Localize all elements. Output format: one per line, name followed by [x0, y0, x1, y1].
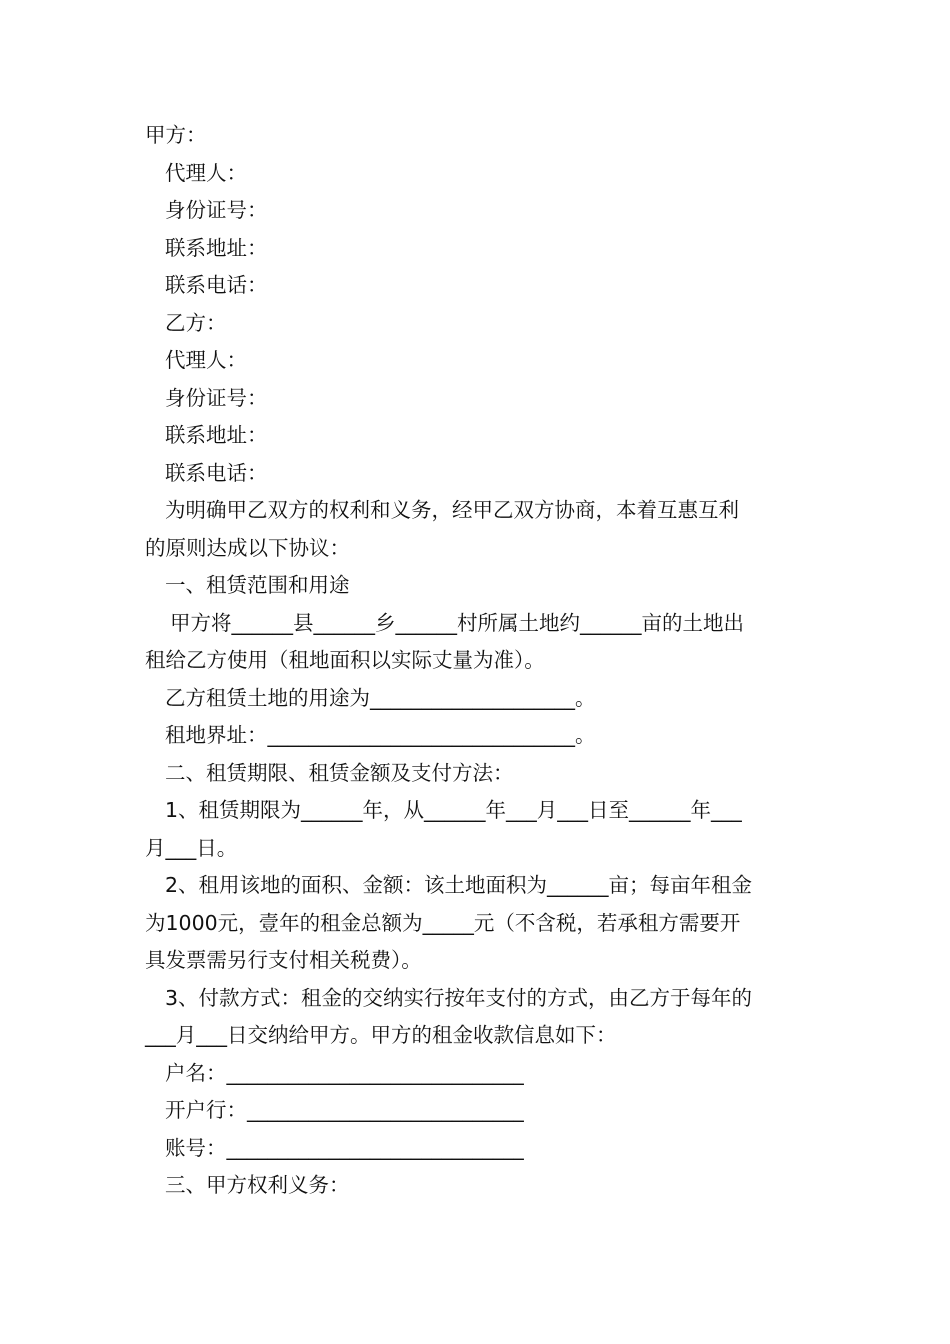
section-1-heading: 一、租赁范围和用途: [165, 573, 350, 597]
preamble-line-1: 为明确甲乙双方的权利和义务，经甲乙双方协商，本着互惠互利: [165, 498, 739, 522]
party-b-heading: 乙方：: [165, 310, 227, 335]
term-line-2: 月___日。: [145, 835, 238, 860]
preamble-line-2: 的原则达成以下协议：: [145, 535, 350, 560]
payment-line-1: 3、付款方式：租金的交纳实行按年支付的方式，由乙方于每年的: [165, 985, 753, 1010]
bank-line: 开户行：___________________________: [165, 1098, 524, 1122]
payment-line-2: ___月___日交纳给甲方。甲方的租金收款信息如下：: [145, 1023, 617, 1047]
party-b-address-label: 联系地址：: [165, 423, 268, 447]
section-2-heading: 二、租赁期限、租赁金额及支付方法：: [165, 760, 514, 785]
party-b-agent-label: 代理人：: [165, 348, 247, 372]
document-body: [145, 117, 810, 1205]
area-amount-line-2: 为1000元，壹年的租金总额为_____元（不含税，若承租方需要开: [145, 910, 741, 935]
lease-purpose-line: 乙方租赁土地的用途为____________________。: [165, 685, 596, 710]
lease-scope-line-1: 甲方将______县______乡______村所属土地约______亩的土地出: [170, 610, 744, 635]
party-a-agent-label: 代理人：: [165, 160, 247, 185]
account-number-line: 账号：_____________________________: [165, 1135, 524, 1160]
party-b-phone-label: 联系电话：: [165, 460, 268, 485]
area-amount-line-1: 2、租用该地的面积、金额：该土地面积为______亩；每亩年租金: [165, 873, 753, 897]
party-a-address-label: 联系地址：: [165, 235, 268, 260]
party-a-id-label: 身份证号：: [165, 198, 268, 222]
area-amount-line-3: 具发票需另行支付相关税费）。: [145, 948, 422, 972]
term-line-1: 1、租赁期限为______年，从______年___月___日至______年___: [165, 798, 742, 822]
account-name-line: 户名：_____________________________: [165, 1060, 524, 1085]
lease-boundary-line: 租地界址：______________________________。: [165, 723, 596, 747]
lease-scope-line-2: 租给乙方使用（租地面积以实际丈量为准）。: [145, 648, 545, 672]
section-3-heading: 三、甲方权利义务：: [165, 1173, 350, 1197]
party-a-heading: 甲方：: [145, 123, 207, 147]
party-b-id-label: 身份证号：: [165, 385, 268, 410]
party-a-phone-label: 联系电话：: [165, 273, 268, 297]
